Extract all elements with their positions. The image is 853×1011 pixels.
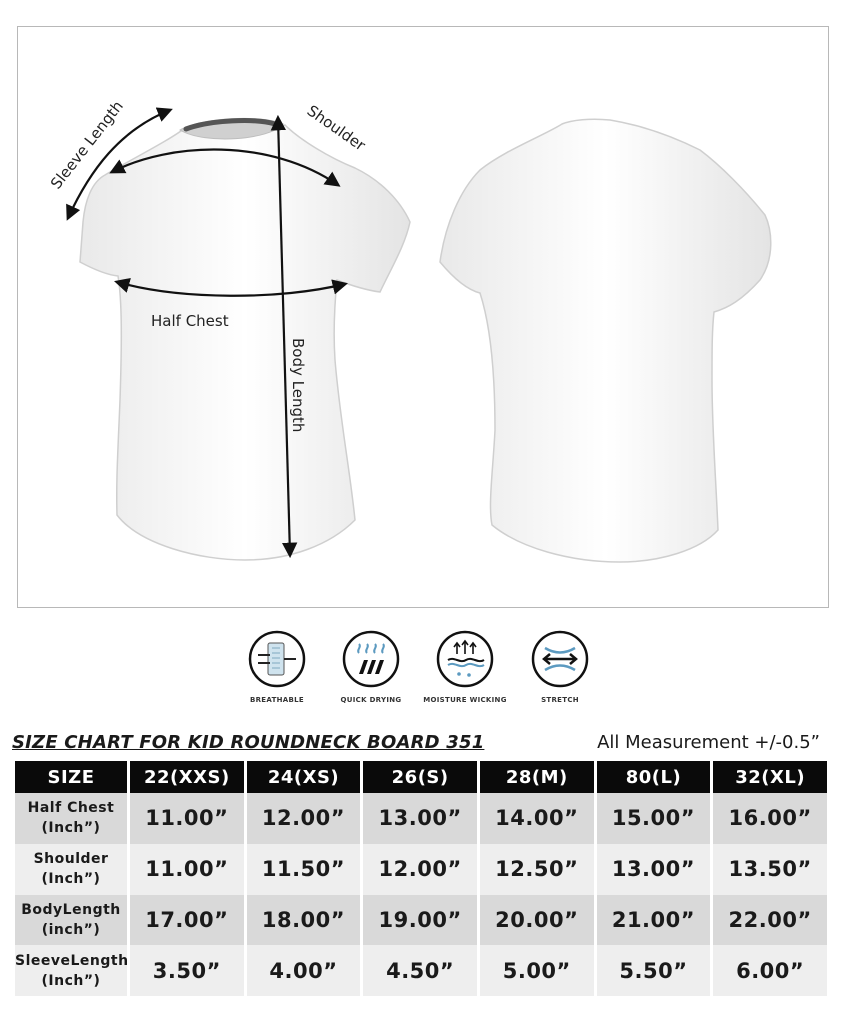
table-cell: 13.50”: [713, 844, 827, 895]
row-label: Shoulder: [33, 851, 109, 868]
row-unit: (Inch”): [41, 972, 101, 989]
table-row: [15, 793, 827, 844]
measurement-tolerance-note: All Measurement +/-0.5”: [597, 732, 820, 753]
table-cell: 16.00”: [713, 793, 827, 844]
feature-label: MOISTURE WICKING: [423, 696, 507, 704]
feature-label: BREATHABLE: [249, 696, 304, 704]
table-cell: 20.00”: [480, 895, 594, 946]
row-unit: (inch”): [41, 921, 101, 938]
sleeve-length-label: Sleeve Length: [46, 97, 127, 193]
size-chart-title: SIZE CHART FOR KID ROUNDNECK BOARD 351: [12, 732, 485, 753]
table-cell: 6.00”: [713, 945, 827, 996]
row-header: [15, 945, 127, 996]
row-header: [15, 793, 127, 844]
column-header: 32(XL): [713, 761, 827, 793]
back-shirt-illustration: [440, 119, 771, 562]
table-cell: 12.00”: [247, 793, 361, 844]
row-label: SleeveLength: [15, 952, 129, 969]
row-header: [15, 895, 127, 946]
table-cell: 15.00”: [597, 793, 711, 844]
stretch-icon: [531, 630, 589, 688]
table-cell: 11.00”: [130, 793, 244, 844]
table-cell: 11.50”: [247, 844, 361, 895]
row-label: BodyLength: [21, 901, 121, 918]
table-cell: 22.00”: [713, 895, 827, 946]
column-header: 26(S): [363, 761, 477, 793]
feature-stretch: [515, 630, 605, 704]
feature-icons: [0, 630, 853, 715]
body-length-label: Body Length: [289, 338, 307, 433]
table-cell: 12.50”: [480, 844, 594, 895]
column-header: 24(XS): [247, 761, 361, 793]
column-header: SIZE: [15, 761, 127, 793]
table-row: [15, 945, 827, 996]
table-cell: 4.00”: [247, 945, 361, 996]
feature-quick-drying: [326, 630, 416, 704]
feature-label: STRETCH: [541, 696, 579, 704]
shoulder-label: Shoulder: [303, 101, 369, 155]
column-header: 22(XXS): [130, 761, 244, 793]
table-cell: 19.00”: [363, 895, 477, 946]
row-unit: (Inch”): [41, 820, 101, 837]
front-shirt-illustration: [80, 118, 410, 560]
table-header-row: [15, 761, 827, 793]
breathable-icon: [248, 630, 306, 688]
size-chart-table: [12, 761, 830, 996]
table-cell: 13.00”: [597, 844, 711, 895]
table-cell: 5.00”: [480, 945, 594, 996]
table-cell: 4.50”: [363, 945, 477, 996]
table-row: [15, 844, 827, 895]
table-cell: 18.00”: [247, 895, 361, 946]
column-header: 28(M): [480, 761, 594, 793]
table-cell: 17.00”: [130, 895, 244, 946]
row-header: [15, 844, 127, 895]
row-label: Half Chest: [27, 800, 115, 817]
feature-moisture-wicking: [420, 630, 510, 704]
table-cell: 13.00”: [363, 793, 477, 844]
table-cell: 14.00”: [480, 793, 594, 844]
feature-breathable: [232, 630, 322, 704]
table-cell: 12.00”: [363, 844, 477, 895]
feature-label: QUICK DRYING: [340, 696, 402, 704]
table-cell: 21.00”: [597, 895, 711, 946]
table-cell: 11.00”: [130, 844, 244, 895]
row-unit: (Inch”): [41, 871, 101, 888]
table-cell: 5.50”: [597, 945, 711, 996]
half-chest-label: Half Chest: [151, 312, 229, 330]
quick-drying-icon: [342, 630, 400, 688]
table-row: [15, 895, 827, 946]
column-header: 80(L): [597, 761, 711, 793]
table-cell: 3.50”: [130, 945, 244, 996]
moisture-wicking-icon: [436, 630, 494, 688]
